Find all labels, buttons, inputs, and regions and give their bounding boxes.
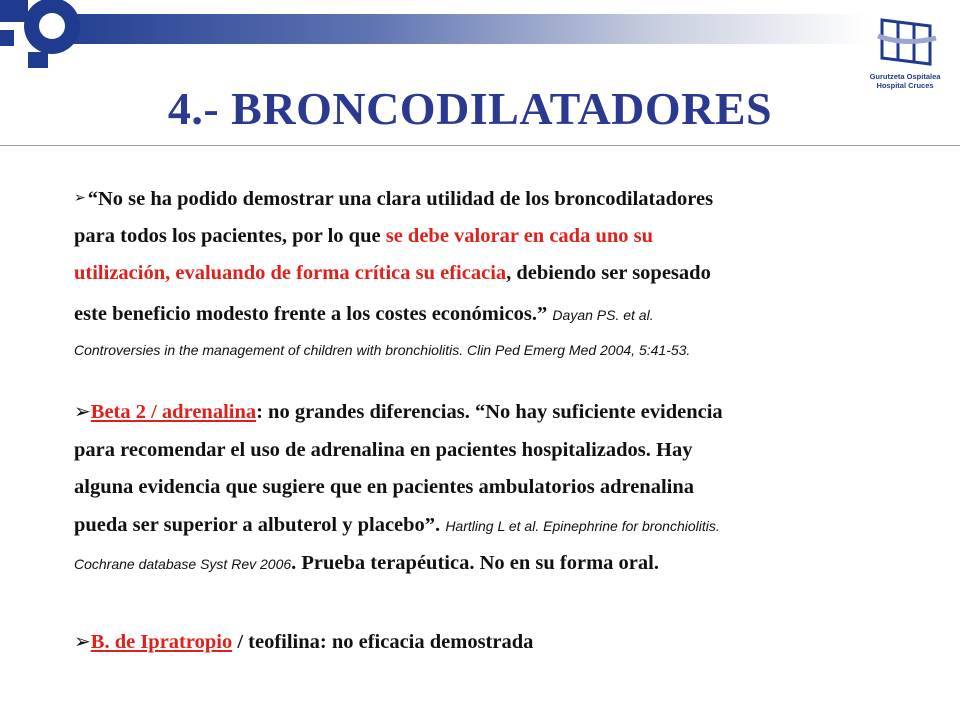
bullet2-text-1: : no grandes diferencias. “No hay suficiente evidencia (256, 401, 723, 423)
bullet3-text: / teofilina: no eficacia demostrada (232, 631, 534, 653)
bullet2-citation-1: Hartling L et al. Epinephrine for bronchiolitis. (445, 517, 720, 534)
header-gradient-bar (40, 14, 868, 44)
bullet-dayan-quote (74, 180, 920, 362)
bullet2-emphasis: Beta 2 / adrenalina (90, 401, 257, 423)
bullet2-text-5: . Prueba terapéutica. No en su forma oral. (291, 552, 659, 574)
bullet1-line4 (74, 292, 920, 337)
bullet1-text-1: “No se ha podido demostrar una clara utilidad de los broncodilatadores (87, 188, 714, 210)
logo-text-spanish: Hospital Cruces (876, 81, 934, 90)
hospital-logo-icon (860, 12, 950, 70)
bullet2-text-3: alguna evidencia que sugiere que en pacientes ambulatorios adrenalina (74, 476, 694, 498)
bullet2-line5 (74, 545, 920, 584)
bullet1-line3 (74, 255, 920, 292)
arrow-bullet-icon: ➢ (74, 401, 91, 423)
bullet2-citation-2: Cochrane database Syst Rev 2006 (74, 556, 292, 572)
bullet-ipratropio (74, 624, 920, 661)
logo-text-basque: Gurutzeta Ospitalea (869, 72, 941, 81)
bullet3-emphasis: B. de Ipratropio (90, 631, 233, 653)
bullet1-emphasis-1: se debe valorar en cada uno su (385, 225, 653, 247)
bullet2-line1 (74, 394, 920, 432)
bullet1-text-3: , debiendo ser sopesado (506, 262, 711, 284)
bullet1-emphasis-2: utilización, evaluando de forma crítica su eficacia (74, 262, 507, 284)
bullet1-line5 (74, 337, 920, 362)
bullet3-line1 (74, 624, 920, 661)
corner-logo (0, 0, 100, 80)
bullet2-line4 (74, 507, 920, 546)
bullet2-text-4: pueda ser superior a albuterol y placebo”. (74, 513, 446, 536)
bullet1-citation-1: Dayan PS. et al. (552, 307, 654, 323)
bullet1-line1 (74, 180, 920, 218)
bullet1-text-4: este beneficio modesto frente a los costes económicos.” (74, 303, 553, 325)
title-divider (0, 145, 960, 146)
bullet-beta2-adrenalina (74, 394, 920, 584)
bullet2-text-2: para recomendar el uso de adrenalina en pacientes hospitalizados. Hay (74, 438, 693, 461)
arrow-bullet-icon: ➢ (74, 631, 91, 653)
bullet1-citation-2: Controversies in the management of children with bronchiolitis. Clin Ped Emerg Med 2004, 5:41-53. (74, 342, 691, 358)
bullet2-line3 (74, 469, 920, 507)
bullet1-text-2: para todos los pacientes, por lo que (74, 225, 386, 247)
bullet2-line2 (74, 432, 920, 470)
bullet1-line2 (74, 218, 920, 255)
page-title: 4.- BRONCODILATADORES (167, 83, 773, 134)
arrow-bullet-icon: ➢ (74, 191, 86, 206)
